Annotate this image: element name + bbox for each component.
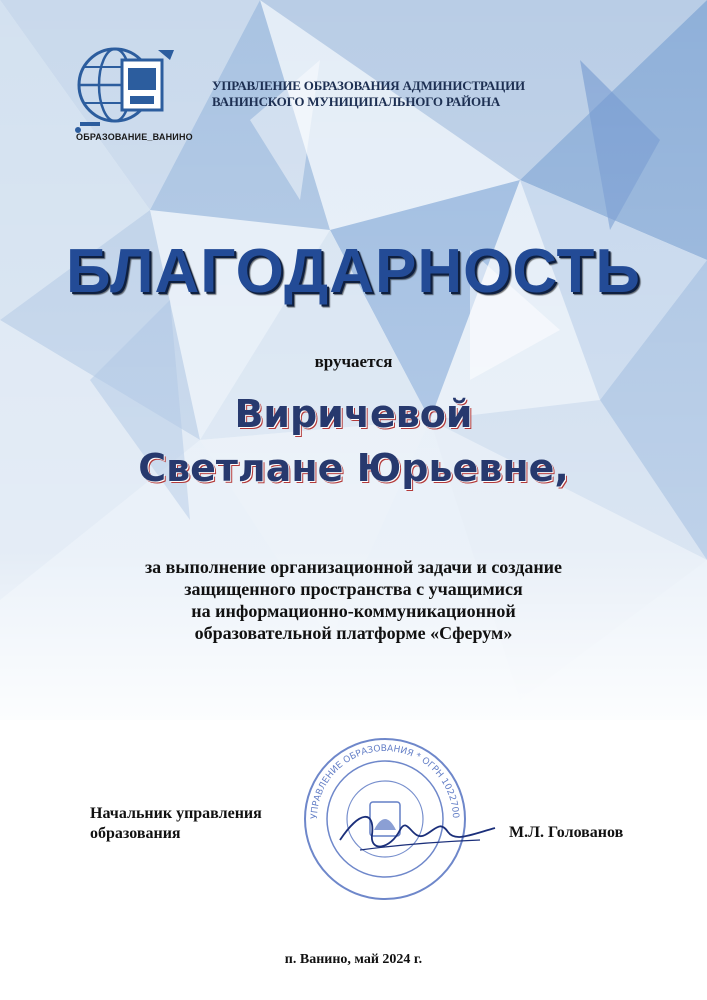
reason-line-4: образовательной платформе «Сферум» xyxy=(194,623,513,643)
handwritten-signature xyxy=(330,780,500,870)
signatory-name: М.Л. Голованов xyxy=(509,824,624,841)
award-reason xyxy=(90,556,617,644)
reason-line-2: защищенного пространства с учащимися xyxy=(184,579,523,599)
signatory-title xyxy=(90,804,320,844)
organization-line-2: ВАНИНСКОГО МУНИЦИПАЛЬНОГО РАЙОНА xyxy=(212,94,501,109)
reason-line-1: за выполнение организационной задачи и создание xyxy=(144,557,563,577)
certificate-title: БЛАГОДАРНОСТЬ xyxy=(66,237,641,306)
signatory-title-line-2: образования xyxy=(90,825,181,842)
recipient-surname: Виричевой xyxy=(234,392,473,436)
stamp-ring-text: УПРАВЛЕНИЕ ОБРАЗОВАНИЯ * ОГРН 1022700 xyxy=(309,743,461,820)
place-and-date: п. Ванино, май 2024 г. xyxy=(284,952,423,967)
organization-name xyxy=(212,78,572,110)
awarded-text: вручается xyxy=(314,352,393,371)
organization-line-1: УПРАВЛЕНИЕ ОБРАЗОВАНИЯ АДМИНИСТРАЦИИ xyxy=(212,78,525,93)
signatory-title-line-1: Начальник управления xyxy=(90,805,262,822)
logo-caption: ОБРАЗОВАНИЕ_ВАНИНО xyxy=(76,132,193,142)
recipient-given-names: Светлане Юрьевне, xyxy=(138,446,569,490)
reason-line-3: на информационно-коммуникационной xyxy=(191,601,516,621)
